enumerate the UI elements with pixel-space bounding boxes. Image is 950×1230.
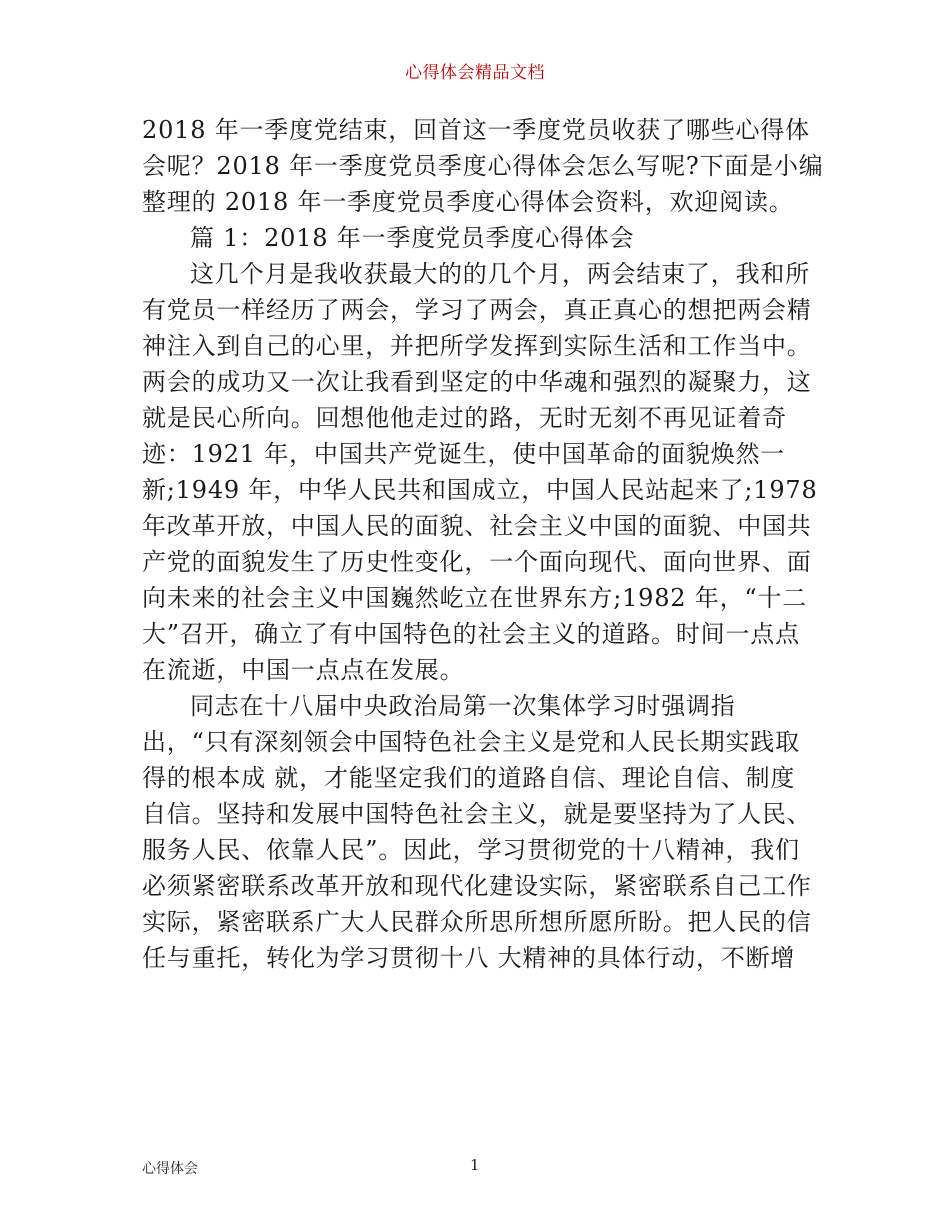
text-line: 产党的面貌发生了历史性变化，一个面向现代、面向世界、面 bbox=[142, 548, 812, 576]
text-line: 年改革开放，中国人民的面貌、社会主义中国的面貌、中国共 bbox=[142, 512, 812, 540]
text-line: 在流逝，中国一点点在发展。 bbox=[142, 656, 465, 684]
text-line: 两会的成功又一次让我看到坚定的中华魂和强烈的凝聚力，这 bbox=[142, 368, 812, 396]
text-line: 神注入到自己的心里，并把所学发挥到实际生活和工作当中。 bbox=[142, 332, 812, 360]
text-line: 自信。坚持和发展中国特色社会主义，就是要坚持为了人民、 bbox=[142, 800, 812, 828]
text-line: 这几个月是我收获最大的的几个月，两会结束了，我和所 bbox=[190, 260, 810, 288]
page-header-title: 心得体会精品文档 bbox=[405, 63, 545, 83]
text-line: 就是民心所向。回想他他走过的路，无时无刻不再见证着奇 bbox=[142, 404, 787, 432]
text-line: 新;1949 年，中华人民共和国成立，中国人民站起来了;1978 bbox=[142, 476, 818, 504]
text-line: 有党员一样经历了两会，学习了两会，真正真心的想把两会精 bbox=[142, 296, 812, 324]
text-line: 2018 年一季度党结束，回首这一季度党员收获了哪些心得体 bbox=[142, 116, 810, 144]
footer-label: 心得体会 bbox=[142, 1161, 198, 1177]
page-number: 1 bbox=[470, 1156, 480, 1174]
text-line: 大”召开，确立了有中国特色的社会主义的道路。时间一点点 bbox=[142, 620, 800, 648]
text-line: 实际，紧密联系广大人民群众所思所想所愿所盼。把人民的信 bbox=[142, 908, 812, 936]
text-line: 同志在十八届中央政治局第一次集体学习时强调指 bbox=[190, 692, 736, 720]
text-line: 出，“只有深刻领会中国特色社会主义是党和人民长期实践取 bbox=[142, 728, 800, 756]
text-line: 篇 1：2018 年一季度党员季度心得体会 bbox=[190, 224, 635, 252]
text-line: 向未来的社会主义中国巍然屹立在世界东方;1982 年，“十二 bbox=[142, 584, 808, 612]
text-line: 迹：1921 年，中国共产党诞生，使中国革命的面貌焕然一 bbox=[142, 440, 786, 468]
text-line: 任与重托，转化为学习贯彻十八 大精神的具体行动，不断增 bbox=[142, 944, 796, 972]
document-body bbox=[142, 112, 824, 976]
text-line: 必须紧密联系改革开放和现代化建设实际，紧密联系自己工作 bbox=[142, 872, 812, 900]
text-line: 得的根本成 就，才能坚定我们的道路自信、理论自信、制度 bbox=[142, 764, 796, 792]
text-line: 会呢？2018 年一季度党员季度心得体会怎么写呢?下面是小编 bbox=[142, 152, 824, 180]
text-line: 服务人民、依靠人民”。因此，学习贯彻党的十八精神，我们 bbox=[142, 836, 800, 864]
text-line: 整理的 2018 年一季度党员季度心得体会资料，欢迎阅读。 bbox=[142, 188, 794, 216]
